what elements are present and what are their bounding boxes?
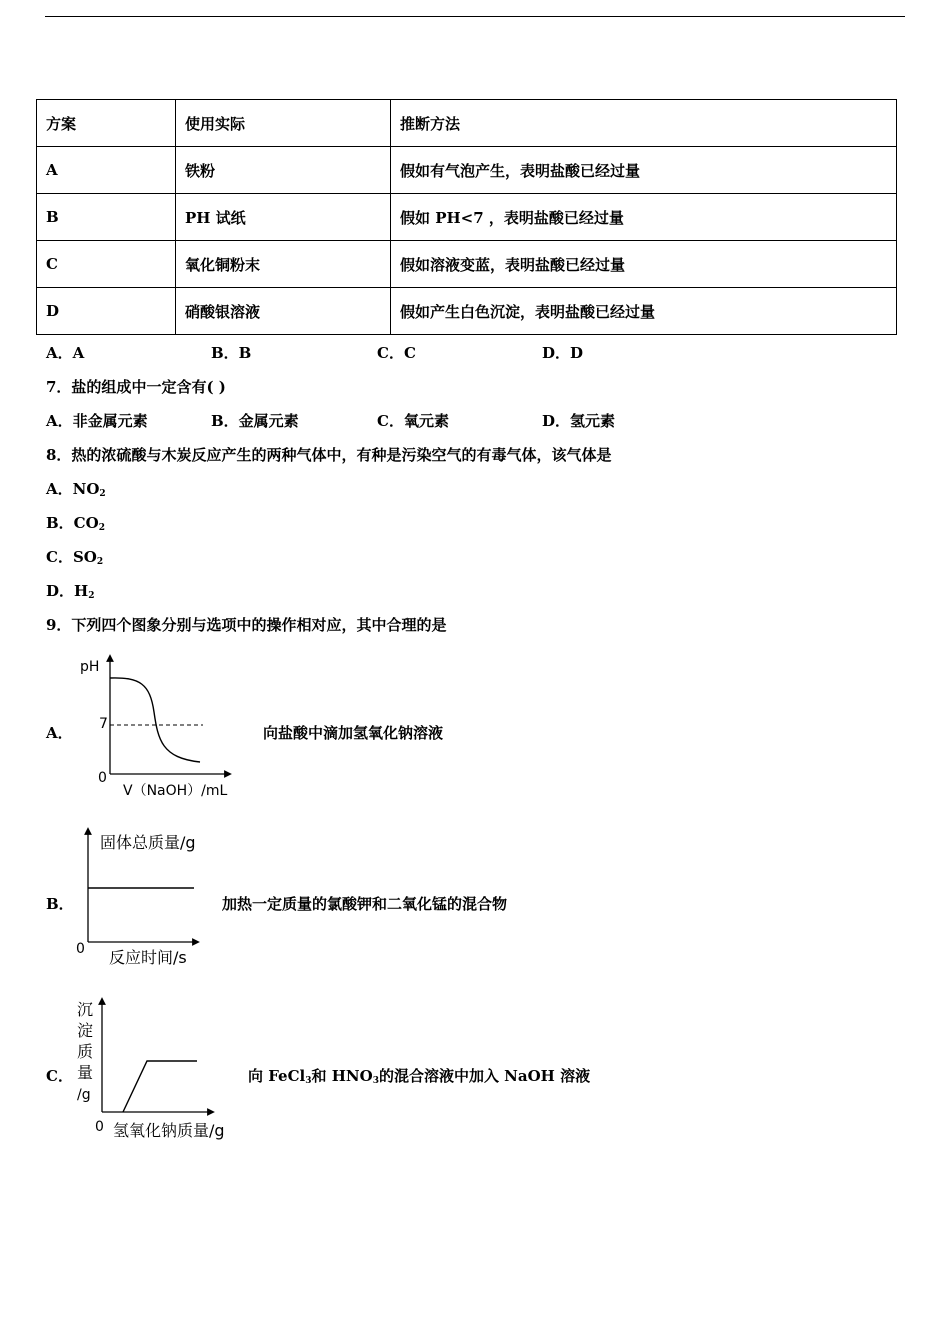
ph-curve [110,678,200,762]
subscript: 3 [305,1076,312,1086]
precipitate-line [123,1061,197,1112]
x-axis-label: V（NaOH）/mL [123,783,228,799]
x-axis-label: 反应时间/s [109,948,187,967]
q8-option-b[interactable] [46,512,105,533]
origin-label: 0 [98,770,107,786]
q9-option-c-desc [248,1065,590,1086]
q7-option-a[interactable]: A．非金属元素 [46,412,148,430]
q9-option-a-label[interactable]: A． [46,724,73,742]
table-header-row [37,100,897,147]
q8-option-c[interactable] [46,546,103,567]
q9-graph-c [70,995,245,1145]
q8-stem: 8．热的浓硫酸与木炭反应产生的两种气体中，有种是污染空气的有毒气体，该气体是 [46,446,612,464]
table-row [37,194,897,241]
q6-option-d[interactable]: D．D [542,344,584,362]
q6-option-a[interactable]: A．A [46,344,85,362]
subscript: 2 [99,489,106,499]
y-axis-label-char: 淀 [77,1021,94,1040]
y-axis-label-char: /g [77,1087,91,1103]
origin-label: 0 [95,1119,104,1135]
q9-graph-b [70,825,220,970]
table-header-cell: 推断方法 [391,100,897,147]
origin-label: 0 [76,941,85,957]
q9-option-b-label[interactable]: B． [46,895,74,913]
table-cell: D [37,288,176,335]
subscript: 2 [98,523,105,533]
table-cell: 假如 PH<7 ，表明盐酸已经过量 [391,194,897,241]
table-row [37,147,897,194]
ph7-label: 7 [99,716,108,732]
q6-option-c[interactable]: C．C [377,344,416,362]
q9-option-c-label[interactable]: C． [46,1067,73,1085]
y-axis-label-char: 量 [77,1063,94,1082]
q6-option-b[interactable]: B．B [211,344,252,362]
q7-option-b[interactable]: B．金属元素 [211,412,299,430]
table-cell: 铁粉 [176,147,391,194]
q9-option-b-desc: 加热一定质量的氯酸钾和二氧化锰的混合物 [222,895,508,913]
option-text: D．H [46,582,89,600]
q9-graph-a [70,650,250,805]
desc-text: 向 FeCl [248,1067,306,1085]
q8-option-a[interactable] [46,478,106,499]
y-axis-label: pH [80,659,100,675]
q9-stem: 9．下列四个图象分别与选项中的操作相对应，其中合理的是 [46,616,447,634]
q7-option-d[interactable]: D．氢元素 [542,412,616,430]
y-axis-label-char: 质 [77,1042,94,1061]
subscript: 3 [372,1076,379,1086]
table-header-cell: 使用实际 [176,100,391,147]
table-row [37,288,897,335]
q7-option-c[interactable]: C．氧元素 [377,412,449,430]
table-cell: A [37,147,176,194]
q9-option-a-desc: 向盐酸中滴加氢氧化钠溶液 [263,724,444,742]
desc-text: 的混合溶液中加入 NaOH 溶液 [378,1067,591,1085]
option-text: C．SO [46,548,97,566]
table-header-cell: 方案 [37,100,176,147]
table-cell: 假如溶液变蓝，表明盐酸已经过量 [391,241,897,288]
y-axis-label: 固体总质量/g [100,833,196,852]
table-cell: 假如产生白色沉淀，表明盐酸已经过量 [391,288,897,335]
option-text: B．CO [46,514,99,532]
option-text: A．NO [46,480,100,498]
table-cell: 氧化铜粉末 [176,241,391,288]
subscript: 2 [88,591,95,601]
q7-stem: 7．盐的组成中一定含有( ) [46,378,226,396]
y-axis-label-char: 沉 [77,1000,94,1019]
table-cell: 硝酸银溶液 [176,288,391,335]
x-axis-label: 氢氧化钠质量/g [113,1121,225,1140]
subscript: 2 [96,557,104,567]
table-cell: B [37,194,176,241]
desc-text: 和 HNO [311,1067,373,1085]
table-cell: 假如有气泡产生，表明盐酸已经过量 [391,147,897,194]
method-table [36,99,897,335]
table-cell: C [37,241,176,288]
table-cell: PH 试纸 [176,194,391,241]
table-row [37,241,897,288]
top-rule [45,16,905,17]
q8-option-d[interactable] [46,580,94,601]
